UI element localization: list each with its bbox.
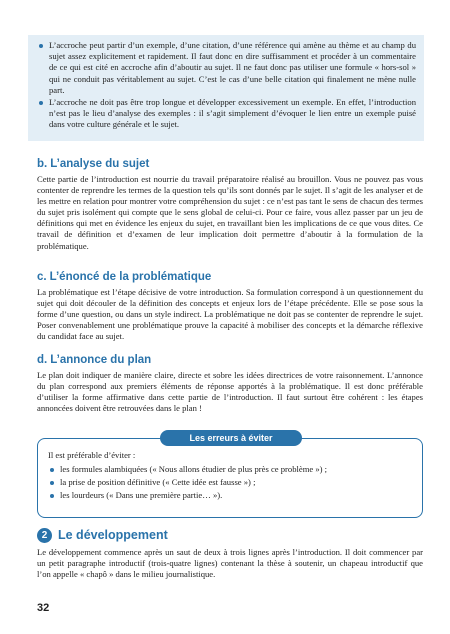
intro-bullet-box	[28, 35, 424, 141]
list-item: les formules alambiquées (« Nous allons étudier de plus près ce problème ») ;	[48, 463, 412, 476]
errors-list	[48, 463, 412, 502]
development-heading	[37, 527, 423, 543]
errors-callout-box	[37, 433, 423, 518]
section-paragraph: Cette partie de l’introduction est nourrie du travail préparatoire réalisé au brouillon. Vous ne pouvez pas vous contenter de reprendre les termes de la question tels qu’ils sont donnés par le sujet. Il s’agit de les analyser et de les mettre en relation pour montrer votre compréhension du sujet : ce n’est pas tant le sens de chacun des termes du sujet pris isolément qui compte que le sens global de celui-ci. Pour ce faire, vous allez passer par un jeu de définitions qui met en évidence les enjeux du sujet, en travaillant bien les implications de ce que vous dites. Ce travail de définition et d’examen de leur implication doit permettre d’aboutir à la formulation de la problématique.	[37, 174, 423, 251]
section-letter: c.	[37, 271, 47, 283]
errors-intro: Il est préférable d’éviter :	[48, 450, 136, 460]
errors-callout-title: Les erreurs à éviter	[160, 430, 302, 446]
list-item: L’accroche peut partir d’un exemple, d’une citation, d’une référence qui amène au thème et au champ du sujet assez explicitement et rapidement. Il faut donc en dire suffisamment et procéder à un commentaire de ce qui est cité en accroche afin d’aboutir au sujet. Il ne faut donc pas utiliser une formule « hors-sol » qui ne conduit pas véritablement au sujet. C’est le cas d’une belle citation qui finalement ne mène nulle part.	[38, 40, 416, 96]
section-problematique	[37, 270, 423, 342]
section-title: L’énoncé de la problématique	[49, 271, 212, 283]
section-paragraph: Le plan doit indiquer de manière claire, directe et sobre les idées directrices de votre raisonnement. L’annonce du plan correspond aux premiers éléments de réponse apportés à la problématique. Il est donc préférable d’utiliser la forme affirmative dans cette partie de l’introduction. Il faut surtout être cohérent : les étapes annoncées doivent être retrouvées dans le plan !	[37, 370, 423, 414]
section-heading	[37, 157, 423, 171]
section-letter: b.	[37, 158, 48, 170]
section-paragraph: La problématique est l’étape décisive de votre introduction. Sa formulation correspond à un questionnement du sujet qui doit découler de la définition des concepts et enjeux lors de l’étape précédente. Elle se pose sous la forme d’une question, ou dans un style indirect. La problématique ne doit pas se contenter de reprendre le sujet. Poser convenablement une problématique prouve la capacité à mobiliser des concepts et la démarche réflexive du candidat face au sujet.	[37, 287, 423, 342]
list-item: la prise de position définitive (« Cette idée est fausse ») ;	[48, 476, 412, 489]
list-item: les lourdeurs (« Dans une première partie… »).	[48, 489, 412, 502]
development-title: Le développement	[58, 528, 168, 542]
section-heading	[37, 270, 423, 284]
section-plan	[37, 353, 423, 414]
section-letter: d.	[37, 354, 48, 366]
section-analyse	[37, 157, 423, 252]
intro-bullet-list	[38, 40, 416, 131]
list-item: L’accroche ne doit pas être trop longue et développer excessivement un exemple. En effet, l’introduction n’est pas le lieu d’analyse des exemples : il s’agit simplement d’évoquer le lien entre un exemple puisé dans votre culture générale et le sujet.	[38, 97, 416, 131]
development-paragraph: Le développement commence après un saut de deux à trois lignes après l’introduction. Il doit commencer par un petit paragraphe introductif (trois-quatre lignes) contenant la thèse à soutenir, un chapeau introductif que l’on appelle « chapô » dans le milieu journalistique.	[37, 547, 423, 580]
section-heading	[37, 353, 423, 367]
section-title: L’analyse du sujet	[50, 158, 150, 170]
section-title: L’annonce du plan	[50, 354, 152, 366]
development-number-badge: 2	[37, 528, 52, 543]
page-number: 32	[37, 602, 50, 614]
